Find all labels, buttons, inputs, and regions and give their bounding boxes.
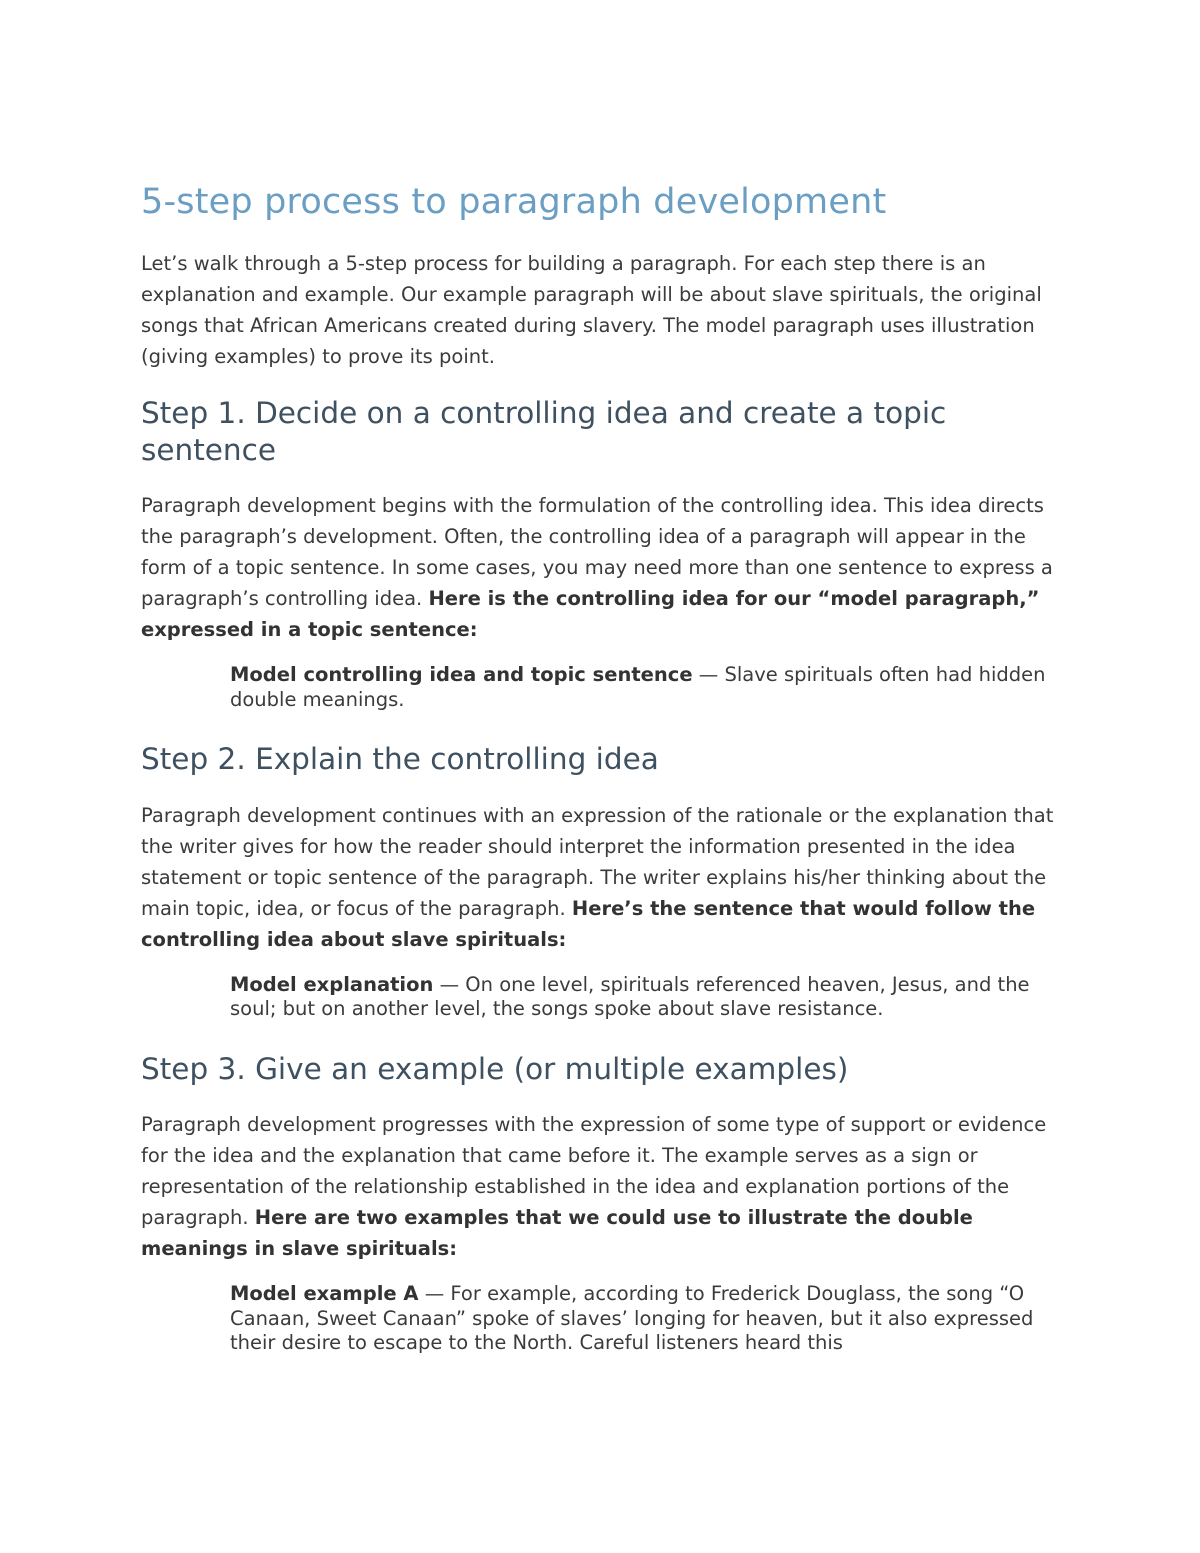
step-2-heading: Step 2. Explain the controlling idea — [141, 742, 659, 776]
step-3-paragraph — [141, 1109, 1061, 1264]
step-1-paragraph — [141, 490, 1061, 645]
document-title: 5-step process to paragraph development — [141, 182, 887, 222]
step-3-body-text: Paragraph development progresses with the expression of some type of support or evidence for the idea and the explanation that came before it. The example serves as a sign or representation of the relationship established in the idea and explanation portions of the paragraph. — [141, 1113, 1047, 1229]
step-2-model-label: Model explanation — [230, 972, 434, 996]
step-1-model-text: — Slave spirituals often had hidden double meanings. — [230, 663, 1046, 711]
step-3-model-label: Model example A — [230, 1282, 419, 1305]
step-1-heading: Step 1. Decide on a controlling idea and create a topic sentence — [141, 396, 947, 467]
intro-paragraph: Let’s walk through a 5-step process for building a paragraph. For each step there is an explanation and example. Our example paragraph will be about slave spirituals, the original songs that African Americans created during slavery. The model paragraph uses illustration (giving examples) to prove its point. — [141, 252, 1042, 368]
document-page — [141, 180, 1061, 1356]
step-3-body-bold: Here are two examples that we could use to illustrate the double meanings in slave spirituals: — [141, 1206, 973, 1260]
step-2-body-text: Paragraph development continues with an expression of the rationale or the explanation that the writer gives for how the reader should interpret the information presented in the idea statement or topic sentence of the paragraph. The writer explains his/her thinking about the main topic, idea, or focus of the paragraph. — [141, 803, 1054, 920]
step-2-body-bold: Here’s the sentence that would follow the controlling idea about slave spirituals: — [141, 896, 1036, 951]
step-1-body-text: Paragraph development begins with the formulation of the controlling idea. This idea directs the paragraph’s development. Often, the controlling idea of a paragraph will appear in the form of a topic sentence. In some cases, you may need more than one sentence to express a paragraph’s controlling idea. — [141, 494, 1053, 610]
step-1-model-label: Model controlling idea and topic sentence — [230, 663, 693, 686]
step-3-model — [230, 1282, 1061, 1356]
step-1-model — [230, 663, 1061, 712]
step-3-heading: Step 3. Give an example (or multiple examples) — [141, 1051, 849, 1086]
step-2-model-text: — On one level, spirituals referenced heaven, Jesus, and the soul; but on another level, the songs spoke about slave resistance. — [230, 972, 1030, 1020]
step-1-body-bold: Here is the controlling idea for our “model paragraph,” expressed in a topic sentence: — [141, 587, 1040, 641]
step-2-paragraph — [141, 800, 1061, 955]
step-3-model-text: — For example, according to Frederick Douglass, the song “O Canaan, Sweet Canaan” spoke of slaves’ longing for heaven, but it also expressed their desire to escape to the North. Careful listeners heard this — [230, 1282, 1034, 1354]
step-2-model — [230, 973, 1061, 1022]
